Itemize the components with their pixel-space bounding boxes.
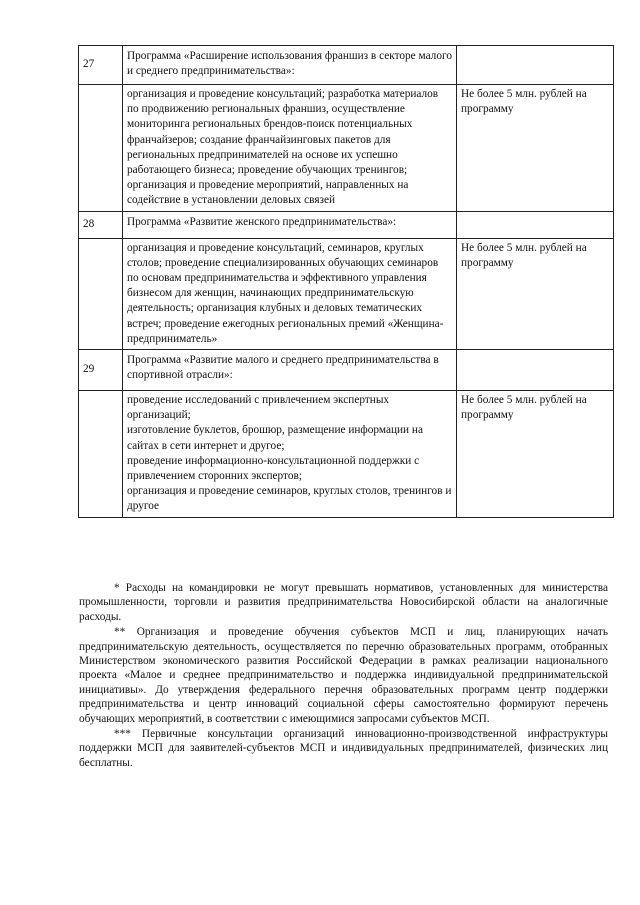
row-number-empty xyxy=(79,238,123,349)
program-activities: организация и проведение консультаций; разработка материалов по продвижению региональных франшиз, осуществление мониторинга региональных брендов-поиск потенциальных франчайзеров; создание франчайзинговых пакетов для региональных предпринимателей на основе их успешно работающего бизнеса; проведение обучающих тренингов; организация и проведение мероприятий, направленных на содействие в установлении деловых связей xyxy=(123,85,457,212)
funding-limit: Не более 5 млн. рублей на программу xyxy=(457,391,614,518)
footnote-travel-expenses: * Расходы на командировки не могут превышать нормативов, установленных для министерства промышленности, торговли и развития предпринимательства Новосибирской области на аналогичные расходы. xyxy=(79,582,608,623)
program-title: Программа «Развитие женского предпринимательства»: xyxy=(123,211,457,238)
limit-cell-empty xyxy=(457,46,614,85)
row-number-empty xyxy=(79,391,123,518)
table-row xyxy=(79,85,614,212)
program-title: Программа «Расширение использования франшиз в секторе малого и среднего предпринимательства»: xyxy=(123,46,457,85)
row-number: 27 xyxy=(79,46,123,85)
row-number-empty xyxy=(79,85,123,212)
footnote-training: ** Организация и проведение обучения субъектов МСП и лиц, планирующих начать предпринимательскую деятельность, осуществляется по перечню образовательных программ, отобранных Министерством экономического развития Российской Федерации в рамках реализации национального проекта «Малое и среднее предпринимательство и поддержка индивидуальной предпринимательской инициативы». До утверждения федерального перечня образовательных программ центр поддержки предпринимательства и центр инноваций социальной сферы самостоятельно формируют перечень обучающих мероприятий, в соответствии с имеющимися запросами субъектов МСП. xyxy=(79,626,608,725)
funding-limit: Не более 5 млн. рублей на программу xyxy=(457,85,614,212)
table-row xyxy=(79,46,614,85)
footnote-consultations: *** Первичные консультации организаций инновационно-производственной инфраструктуры поддержки МСП для заявителей-субъектов МСП и индивидуальных предпринимателей, физических лиц бесплатны. xyxy=(79,728,608,769)
funding-limit: Не более 5 млн. рублей на программу xyxy=(457,238,614,349)
row-number: 28 xyxy=(79,211,123,238)
program-title: Программа «Развитие малого и среднего предпринимательства в спортивной отрасли»: xyxy=(123,350,457,391)
row-number: 29 xyxy=(79,350,123,391)
table-row xyxy=(79,350,614,391)
table-row xyxy=(79,391,614,518)
table-row xyxy=(79,211,614,238)
table-row xyxy=(79,238,614,349)
program-activities: организация и проведение консультаций, семинаров, круглых столов; проведение специализированных обучающих семинаров по основам предпринимательства и эффективного управления бизнесом для женщин, начинающих предпринимательскую деятельность; организация клубных и деловых тематических встреч; проведение ежегодных региональных премий «Женщина-предприниматель» xyxy=(123,238,457,349)
limit-cell-empty xyxy=(457,211,614,238)
footnotes xyxy=(79,581,608,771)
programs-table xyxy=(78,45,614,518)
limit-cell-empty xyxy=(457,350,614,391)
program-activities: проведение исследований с привлечением экспертных организаций; изготовление буклетов, брошюр, размещение информации на сайтах в сети интернет и другое; проведение информационно-консультационной поддержки с привлечением сторонних экспертов; организация и проведение семинаров, круглых столов, тренингов и другое xyxy=(123,391,457,518)
